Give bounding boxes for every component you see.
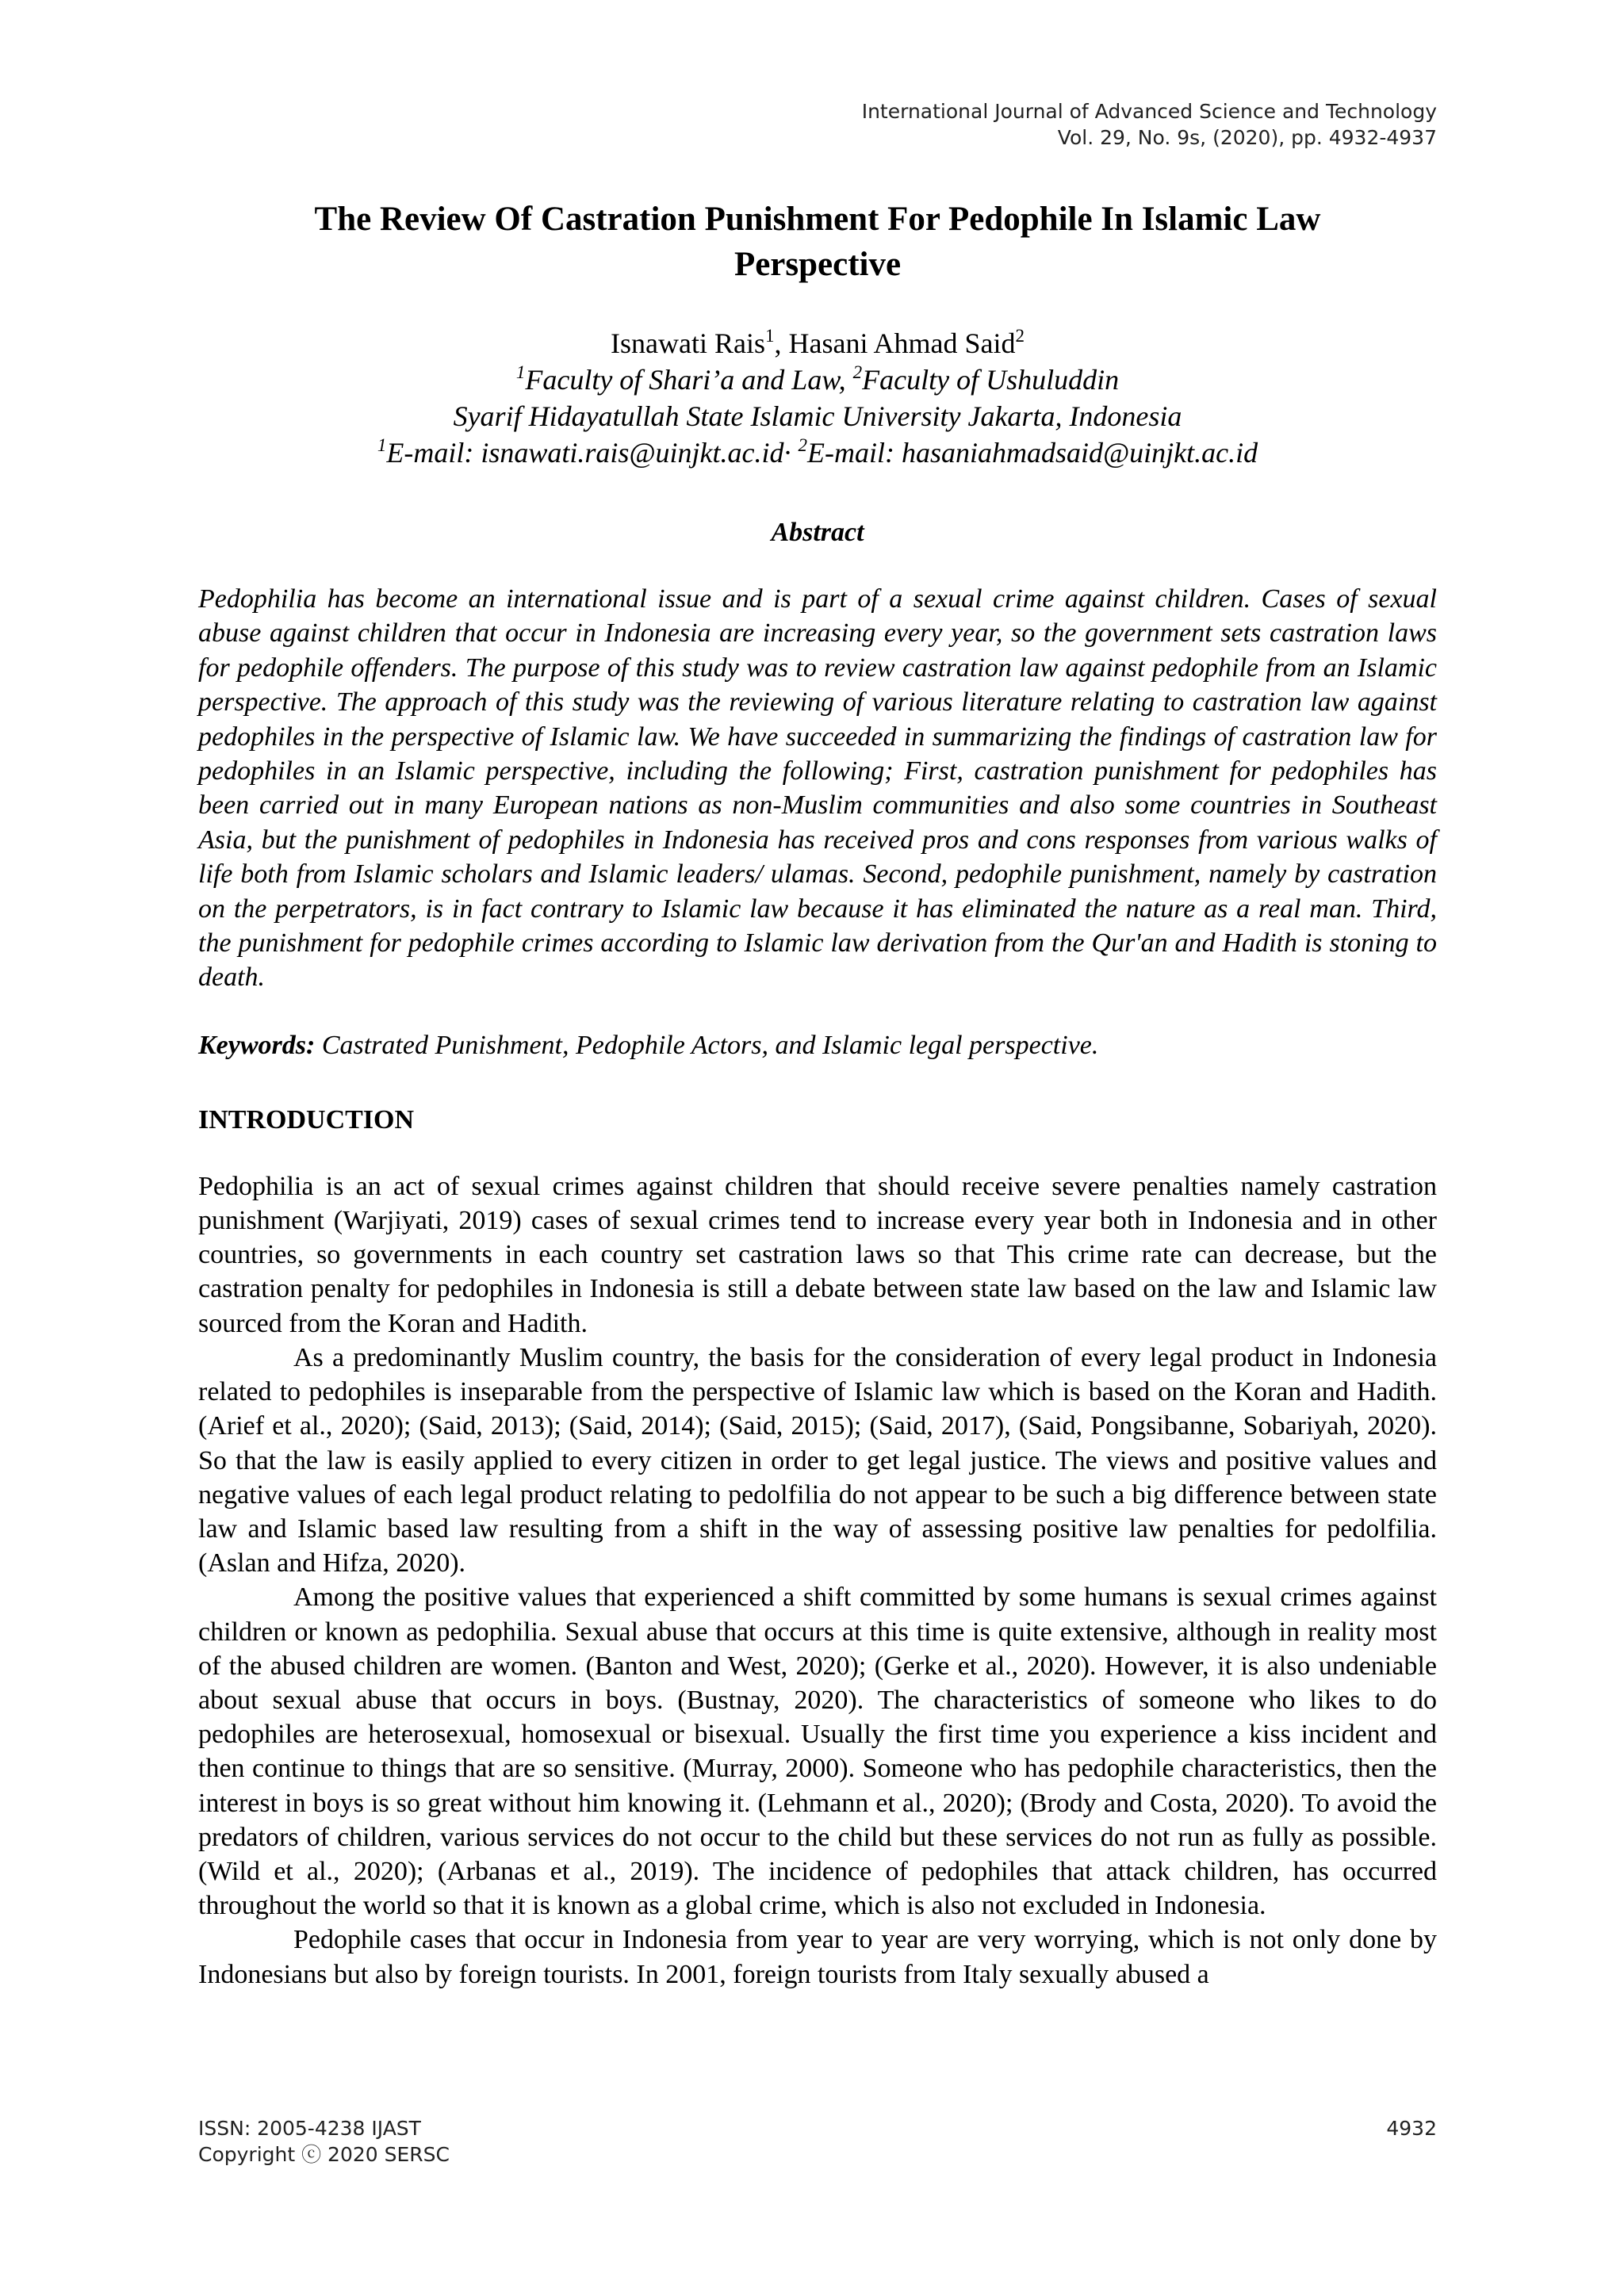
keywords	[198, 1028, 1437, 1063]
title-line-1: The Review Of Castration Punishment For Pedophile In Islamic Law	[314, 201, 1321, 238]
affiliation-superscript: 1	[515, 362, 526, 382]
author-name: Isnawati Rais	[611, 327, 765, 359]
affiliation-faculty: Faculty of Ushuluddin	[862, 364, 1120, 396]
author-superscript: 1	[765, 326, 775, 346]
keywords-label: Keywords:	[198, 1030, 316, 1060]
paper-title	[198, 197, 1437, 287]
main-content	[198, 197, 1437, 1992]
author-list	[198, 325, 1437, 362]
body-paragraph: Pedophilia is an act of sexual crimes against children that should receive severe penalties namely castration punishment (Warjiyati, 2019) cases of sexual crimes tend to increase every year both in Indonesia and in other countries, so governments in each country set castration laws so that This crime rate can decrease, but the castration penalty for pedophiles in Indonesia is still a debate between state law based on the law and Islamic law sourced from the Koran and Hadith.	[198, 1171, 1437, 1338]
body-paragraph: Pedophile cases that occur in Indonesia from year to year are very worrying, which is not only done by Indonesians but also by foreign tourists. In 2001, foreign tourists from Italy sexually abused a	[198, 1925, 1437, 1989]
author-separator: ,	[774, 327, 789, 359]
keywords-text: Castrated Punishment, Pedophile Actors, and Islamic legal perspective.	[315, 1030, 1099, 1060]
abstract-text: Pedophilia has become an international issue and is part of a sexual crime against children. Cases of sexual abuse against children that occur in Indonesia are increasing every year, so the government sets castration laws for pedophile offenders. The purpose of this study was to review castration law against pedophile from an Islamic perspective. The approach of this study was the reviewing of various literature relating to castration law against pedophiles in the perspective of Islamic law. We have succeeded in summarizing the findings of castration law for pedophiles in an Islamic perspective, including the following; First, castration punishment for pedophiles has been carried out in many European nations as non-Muslim communities and also some countries in Southeast Asia, but the punishment of pedophiles in Indonesia has received pros and cons responses from various walks of life both from Islamic scholars and Islamic leaders/ ulamas. Second, pedophile punishment, namely by castration on the perpetrators, is in fact contrary to Islamic law because it has eliminated the nature as a real man. Third, the punishment for pedophile crimes according to Islamic law derivation from the Qur'an and Hadith is stoning to death.	[198, 584, 1437, 993]
affiliation-university: Syarif Hidayatullah State Islamic University Jakarta, Indonesia	[453, 400, 1182, 432]
email-superscript: 2	[798, 435, 808, 455]
affiliation-faculties	[198, 362, 1437, 398]
author-email[interactable]: E-mail: isnawati.rais@uinjkt.ac.id·	[386, 437, 799, 469]
running-header	[485, 98, 1437, 151]
copyright: Copyright ⓒ 2020 SERSC	[198, 2143, 450, 2166]
issn: ISSN: 2005-4238 IJAST	[198, 2117, 421, 2140]
author-superscript: 2	[1015, 326, 1025, 346]
page-footer	[198, 2115, 1437, 2168]
journal-name: International Journal of Advanced Science and Technology	[861, 100, 1437, 123]
affiliation-faculty: Faculty of Shari’a and Law,	[525, 364, 853, 396]
title-line-2: Perspective	[733, 246, 902, 283]
abstract-heading: Abstract	[771, 518, 864, 547]
author-name: Hasani Ahmad Said	[788, 327, 1016, 359]
author-email[interactable]: E-mail: hasaniahmadsaid@uinjkt.ac.id	[807, 437, 1258, 469]
page-number: 4932	[1386, 2117, 1437, 2140]
body-paragraph: As a predominantly Muslim country, the basis for the consideration of every legal product in Indonesia related to pedophiles is inseparable from the perspective of Islamic law which is based on the Koran and Hadith. (Arief et al., 2020); (Said, 2013); (Said, 2014); (Said, 2015); (Said, 2017), (Said, Pongsibanne, Sobariyah, 2020). So that the law is easily applied to every citizen in order to get legal justice. The views and positive values and negative values of each legal product relating to pedolfilia do not appear to be such a big difference between state law and Islamic based law resulting from a shift in the way of assessing positive law penalties for pedolfilia. (Aslan and Hifza, 2020).	[198, 1342, 1437, 1578]
body-paragraph: Among the positive values that experienced a shift committed by some humans is sexual crimes against children or known as pedophilia. Sexual abuse that occurs at this time is quite extensive, although in reality most of the abused children are women. (Banton and West, 2020); (Gerke et al., 2020). However, it is also undeniable about sexual abuse that occurs in boys. (Bustnay, 2020). The characteristics of someone who likes to do pedophiles are heterosexual, homosexual or bisexual. Usually the first time you experience a kiss incident and then continue to things that are so sensitive. (Murray, 2000). Someone who has pedophile characteristics, then the interest in boys is so great without him knowing it. (Lehmann et al., 2020); (Brody and Costa, 2020). To avoid the predators of children, various services do not occur to the child but these services do not run as fully as possible. (Wild et al., 2020); (Arbanas et al., 2019). The incidence of pedophiles that attack children, has occurred throughout the world so that it is known as a global crime, which is also not excluded in Indonesia.	[198, 1582, 1437, 1921]
introduction-body	[198, 1169, 1437, 1992]
author-emails	[198, 434, 1437, 471]
volume-info: Vol. 29, No. 9s, (2020), pp. 4932-4937	[1057, 126, 1437, 149]
affiliation-superscript: 2	[852, 362, 863, 382]
section-heading-introduction: INTRODUCTION	[198, 1104, 415, 1135]
footer-publication-info	[198, 2115, 450, 2168]
email-superscript: 1	[377, 435, 387, 455]
